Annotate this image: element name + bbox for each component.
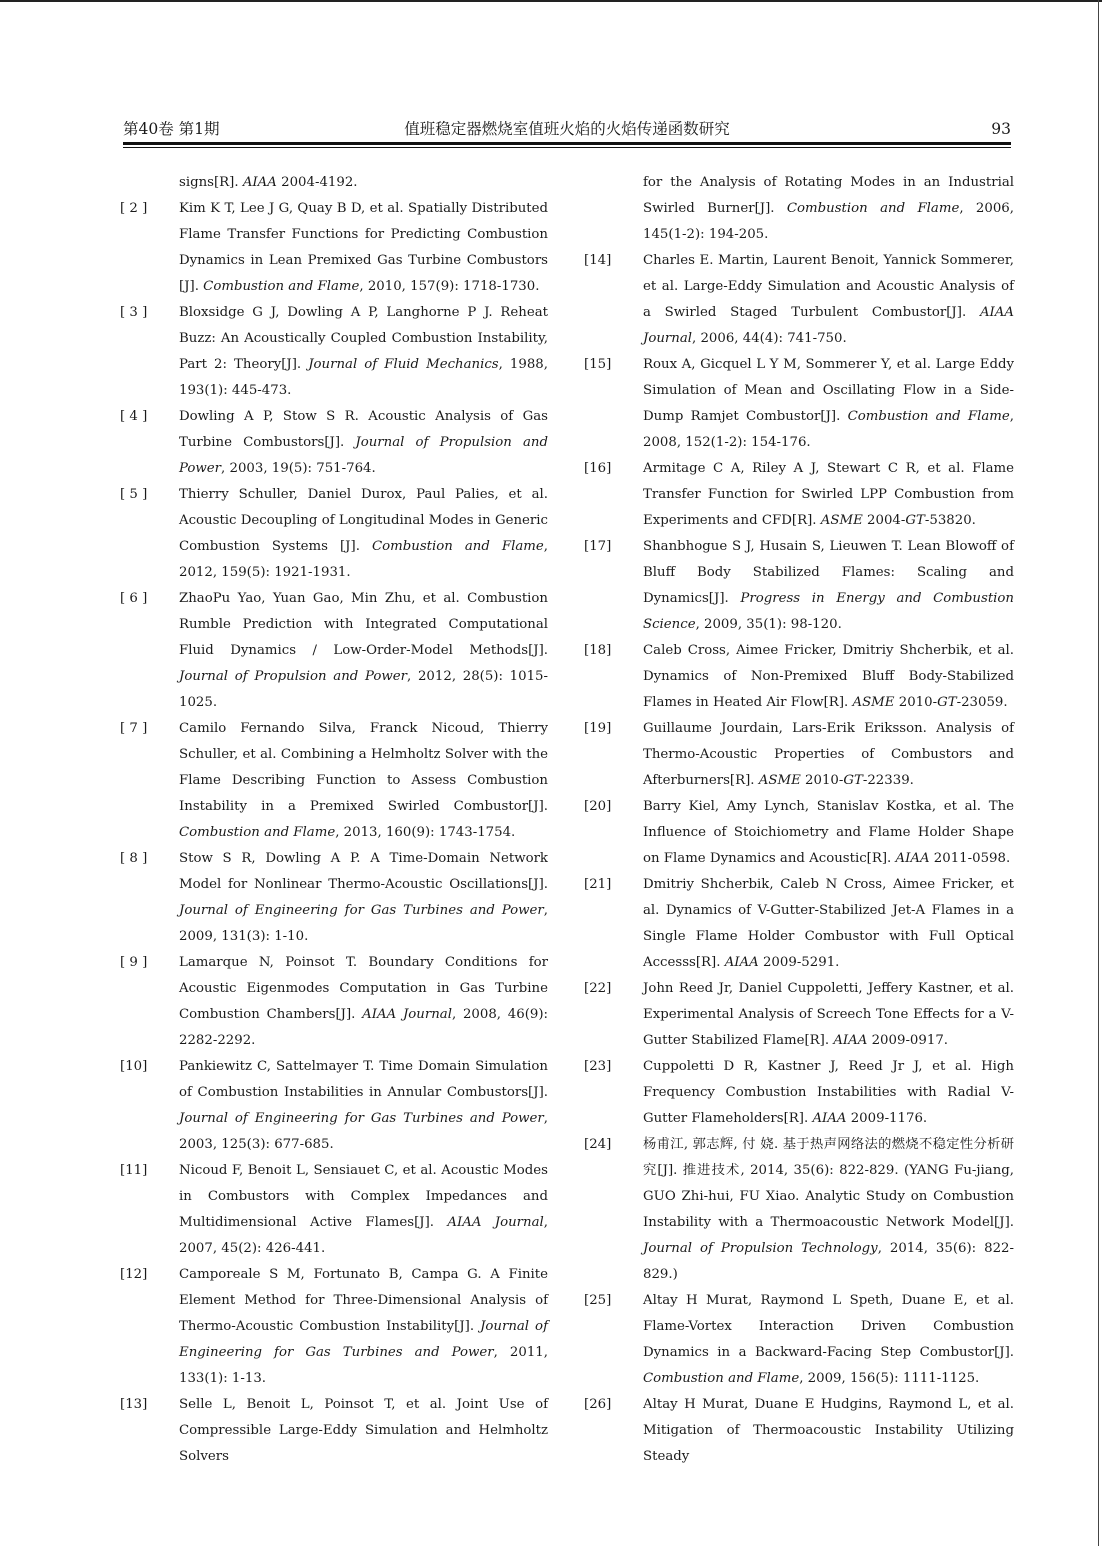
- reference-source-italic: Journal of Fluid Mechanics: [308, 357, 499, 372]
- reference-source-italic: AIAA: [724, 955, 759, 970]
- reference-source-italic: GT: [905, 513, 925, 528]
- reference-source-italic: ASME: [852, 695, 895, 710]
- reference-text-segment: 2011-0598.: [929, 851, 1011, 866]
- reference-text: [179, 846, 548, 950]
- reference-text-segment: , 2009, 156(5): 1111-1125.: [799, 1371, 980, 1386]
- reference-text-segment: , 2014, 35(6): 822-829.): [643, 1241, 1014, 1282]
- reference-number: [16]: [584, 461, 612, 476]
- reference-item: [584, 638, 1014, 716]
- reference-text: [643, 1132, 1014, 1288]
- reference-text-segment: , 2010, 157(9): 1718-1730.: [359, 279, 540, 294]
- reference-text-segment: Altay H Murat, Raymond L Speth, Duane E, et al. Flame-Vortex Interaction Driven Combustion Dynamics in a Backward-Facing Step Combustor[J].: [643, 1293, 1014, 1360]
- reference-text-segment: Altay H Murat, Duane E Hudgins, Raymond L, et al. Mitigation of Thermoacoustic Instability Utilizing Steady: [643, 1397, 1014, 1464]
- reference-text-segment: 2010-: [894, 695, 938, 710]
- reference-text-segment: -53820.: [924, 513, 976, 528]
- reference-number: [ 9 ]: [120, 955, 148, 970]
- running-header: [123, 117, 1011, 141]
- reference-item: [584, 872, 1014, 976]
- reference-item: [120, 950, 548, 1054]
- reference-source-italic: Combustion and Flame: [203, 279, 360, 294]
- reference-text-segment: , 2003, 19(5): 751-764.: [221, 461, 376, 476]
- reference-item: [120, 170, 548, 196]
- reference-text: [179, 1054, 548, 1158]
- reference-number: [24]: [584, 1137, 612, 1152]
- reference-text-segment: Dmitriy Shcherbik, Caleb N Cross, Aimee Fricker, et al. Dynamics of V-Gutter-Stabilized Jet-A Flames in a Single Flame Holder Combustor with Full Optical Accesss[R].: [643, 877, 1014, 970]
- reference-text: [179, 1158, 548, 1262]
- reference-text: [643, 794, 1014, 872]
- reference-text: [179, 170, 548, 196]
- reference-number: [12]: [120, 1267, 148, 1282]
- reference-text-segment: -22339.: [862, 773, 914, 788]
- reference-item: [120, 404, 548, 482]
- reference-text-segment: Bloxsidge G J, Dowling A P, Langhorne P J. Reheat Buzz: An Acoustically Coupled Combustion Instability, Part 2: Theory[J].: [179, 305, 548, 372]
- reference-number: [14]: [584, 253, 612, 268]
- reference-item: [584, 976, 1014, 1054]
- reference-source-italic: AIAA Journal: [643, 305, 1014, 346]
- reference-source-italic: Combustion and Flame: [643, 1371, 800, 1386]
- reference-source-italic: ASME: [758, 773, 801, 788]
- volume-issue: 第40卷 第1期: [123, 120, 220, 138]
- reference-text: [643, 1054, 1014, 1132]
- reference-item: [584, 1132, 1014, 1288]
- reference-text-segment: , 2009, 35(1): 98-120.: [695, 617, 842, 632]
- reference-number: [22]: [584, 981, 612, 996]
- reference-text-segment: ZhaoPu Yao, Yuan Gao, Min Zhu, et al. Combustion Rumble Prediction with Integrated Computational Fluid Dynamics / Low-Order-Model Methods[J].: [179, 591, 548, 658]
- reference-text-segment: Dowling A P, Stow S R. Acoustic Analysis of Gas Turbine Combustors[J].: [179, 409, 548, 450]
- reference-source-italic: Combustion and Flame: [786, 201, 960, 216]
- reference-source-italic: Combustion and Flame: [371, 539, 544, 554]
- reference-text-segment: , 2006, 44(4): 741-750.: [692, 331, 847, 346]
- reference-text-segment: Pankiewitz C, Sattelmayer T. Time Domain Simulation of Combustion Instabilities in Annular Combustors[J].: [179, 1059, 548, 1100]
- reference-source-italic: AIAA: [833, 1033, 868, 1048]
- reference-item: [120, 1054, 548, 1158]
- reference-source-italic: ASME: [820, 513, 863, 528]
- reference-source-italic: AIAA: [895, 851, 930, 866]
- reference-text-segment: John Reed Jr, Daniel Cuppoletti, Jeffery Kastner, et al. Experimental Analysis of Screech Tone Effects for a V-Gutter Stabilized Flame[R].: [643, 981, 1014, 1048]
- reference-number: [ 7 ]: [120, 721, 148, 736]
- reference-text-segment: Stow S R, Dowling A P. A Time-Domain Network Model for Nonlinear Thermo-Acoustic Oscillations[J].: [179, 851, 548, 892]
- reference-text: [179, 950, 548, 1054]
- reference-text-segment: -23059.: [956, 695, 1008, 710]
- reference-text-segment: , 2012, 28(5): 1015-1025.: [179, 669, 549, 710]
- reference-text-segment: , 2006, 145(1-2): 194-205.: [643, 201, 1014, 242]
- reference-text: [643, 352, 1014, 456]
- reference-source-italic: Journal of Propulsion and Power: [179, 669, 408, 684]
- reference-text-segment: , 2003, 125(3): 677-685.: [179, 1111, 548, 1152]
- header-rule-thick: [123, 142, 1011, 145]
- reference-text: [643, 248, 1014, 352]
- reference-text-segment: , 2008, 46(9): 2282-2292.: [179, 1007, 549, 1048]
- reference-text-segment: Kim K T, Lee J G, Quay B D, et al. Spatially Distributed Flame Transfer Functions for Predicting Combustion Dynamics in Lean Premixed Gas Turbine Combustors [J].: [179, 201, 548, 294]
- reference-text: [643, 534, 1014, 638]
- reference-text: [179, 586, 548, 716]
- reference-text: [179, 404, 548, 482]
- reference-text: [643, 976, 1014, 1054]
- reference-text-segment: Thierry Schuller, Daniel Durox, Paul Palies, et al. Acoustic Decoupling of Longitudinal Modes in Generic Combustion Systems [J].: [179, 487, 548, 554]
- reference-item: [584, 248, 1014, 352]
- reference-item: [120, 482, 548, 586]
- reference-source-italic: Combustion and Flame: [847, 409, 1010, 424]
- reference-number: [20]: [584, 799, 612, 814]
- reference-number: [19]: [584, 721, 612, 736]
- reference-source-italic: Combustion and Flame: [179, 825, 336, 840]
- reference-source-italic: AIAA Journal: [362, 1007, 452, 1022]
- reference-number: [26]: [584, 1397, 612, 1412]
- reference-text-segment: , 2008, 152(1-2): 154-176.: [643, 409, 1014, 450]
- running-title: 值班稳定器燃烧室值班火焰的火焰传递函数研究: [404, 120, 730, 138]
- reference-number: [ 4 ]: [120, 409, 148, 424]
- reference-text-segment: 2009-5291.: [758, 955, 840, 970]
- reference-text-segment: Armitage C A, Riley A J, Stewart C R, et al. Flame Transfer Function for Swirled LPP Combustion from Experiments and CFD[R].: [643, 461, 1014, 528]
- reference-text: [643, 1288, 1014, 1392]
- reference-source-italic: Journal of Propulsion Technology: [643, 1241, 878, 1256]
- reference-text: [179, 300, 548, 404]
- reference-text-segment: , 2011, 133(1): 1-13.: [179, 1345, 548, 1386]
- reference-item: [584, 794, 1014, 872]
- reference-item: [584, 716, 1014, 794]
- reference-source-italic: GT: [937, 695, 957, 710]
- reference-text-segment: Lamarque N, Poinsot T. Boundary Conditions for Acoustic Eigenmodes Computation in Gas Turbine Combustion Chambers[J].: [179, 955, 548, 1022]
- reference-number: [13]: [120, 1397, 148, 1412]
- reference-text-segment: 2009-0917.: [867, 1033, 949, 1048]
- reference-source-italic: GT: [843, 773, 863, 788]
- page-top-edge: [0, 0, 1102, 2]
- reference-text: [643, 1392, 1014, 1470]
- reference-text: [179, 482, 548, 586]
- reference-text-segment: Cuppoletti D R, Kastner J, Reed Jr J, et al. High Frequency Combustion Instabilities with Radial V-Gutter Flameholders[R].: [643, 1059, 1014, 1126]
- reference-item: [584, 1288, 1014, 1392]
- reference-source-italic: Journal of Engineering for Gas Turbines and Power: [179, 1111, 544, 1126]
- reference-item: [584, 1054, 1014, 1132]
- reference-text-segment: signs[R].: [179, 175, 243, 190]
- reference-text-segment: 2004-4192.: [276, 175, 358, 190]
- reference-text-segment: , 2012, 159(5): 1921-1931.: [179, 539, 548, 580]
- page-number: 93: [991, 120, 1011, 138]
- reference-text: [643, 638, 1014, 716]
- reference-number: [25]: [584, 1293, 612, 1308]
- reference-text-segment: 2010-: [800, 773, 844, 788]
- reference-text-segment: 杨甫江, 郭志辉, 付 娆. 基于热声网络法的燃烧不稳定性分析研究[J]. 推进技术, 2014, 35(6): 822-829. (YANG Fu-jiang, GUO Zhi-hui, FU Xiao. Analytic Study on Combustion Instability with a Thermoacoustic Network Model[J].: [643, 1137, 1014, 1230]
- reference-item: [120, 716, 548, 846]
- reference-text-segment: Camilo Fernando Silva, Franck Nicoud, Thierry Schuller, et al. Combining a Helmholtz Solver with the Flame Describing Function to Assess Combustion Instability in a Premixed Swirled Combustor[J].: [179, 721, 548, 814]
- reference-number: [18]: [584, 643, 612, 658]
- header-rule-thin: [123, 147, 1011, 148]
- reference-item: [584, 352, 1014, 456]
- reference-text: [643, 456, 1014, 534]
- reference-text-segment: for the Analysis of Rotating Modes in an Industrial Swirled Burner[J].: [643, 175, 1014, 216]
- references-left-column: [120, 170, 548, 1470]
- reference-source-italic: Progress in Energy and Combustion Science: [643, 591, 1014, 632]
- reference-text-segment: 2009-1176.: [846, 1111, 928, 1126]
- reference-text-segment: , 2007, 45(2): 426-441.: [179, 1215, 548, 1256]
- reference-source-italic: Journal of Propulsion and Power: [179, 435, 548, 476]
- reference-text-segment: Camporeale S M, Fortunato B, Campa G. A Finite Element Method for Three-Dimensional Analysis of Thermo-Acoustic Combustion Instability[J].: [179, 1267, 548, 1334]
- reference-number: [10]: [120, 1059, 148, 1074]
- reference-text: [179, 1262, 548, 1392]
- reference-text-segment: , 1988, 193(1): 445-473.: [179, 357, 548, 398]
- reference-text-segment: Roux A, Gicquel L Y M, Sommerer Y, et al. Large Eddy Simulation of Mean and Oscillating Flow in a Side-Dump Ramjet Combustor[J].: [643, 357, 1014, 424]
- reference-number: [11]: [120, 1163, 148, 1178]
- reference-text-segment: Guillaume Jourdain, Lars-Erik Eriksson. Analysis of Thermo-Acoustic Properties of Combustors and Afterburners[R].: [643, 721, 1014, 788]
- references-right-column: [584, 170, 1014, 1470]
- reference-number: [23]: [584, 1059, 612, 1074]
- reference-number: [15]: [584, 357, 612, 372]
- reference-item: [120, 1392, 548, 1470]
- reference-item: [120, 1262, 548, 1392]
- reference-item: [120, 586, 548, 716]
- reference-text-segment: Selle L, Benoit L, Poinsot T, et al. Joint Use of Compressible Large-Eddy Simulation and Helmholtz Solvers: [179, 1397, 548, 1464]
- reference-item: [584, 1392, 1014, 1470]
- reference-text-segment: Barry Kiel, Amy Lynch, Stanislav Kostka, et al. The Influence of Stoichiometry and Flame Holder Shape on Flame Dynamics and Acoustic[R].: [643, 799, 1014, 866]
- reference-number: [17]: [584, 539, 612, 554]
- reference-text: [643, 872, 1014, 976]
- reference-number: [ 5 ]: [120, 487, 148, 502]
- reference-text-segment: , 2009, 131(3): 1-10.: [179, 903, 548, 944]
- reference-text: [179, 1392, 548, 1470]
- reference-number: [ 6 ]: [120, 591, 148, 606]
- reference-text-segment: Shanbhogue S J, Husain S, Lieuwen T. Lean Blowoff of Bluff Body Stabilized Flames: Scaling and Dynamics[J].: [643, 539, 1014, 606]
- reference-text-segment: Charles E. Martin, Laurent Benoit, Yannick Sommerer, et al. Large-Eddy Simulation and Acoustic Analysis of a Swirled Staged Turbulent Combustor[J].: [643, 253, 1014, 320]
- reference-item: [120, 1158, 548, 1262]
- reference-text: [179, 196, 548, 300]
- reference-source-italic: AIAA Journal: [447, 1215, 544, 1230]
- reference-text: [179, 716, 548, 846]
- reference-text-segment: Nicoud F, Benoit L, Sensiauet C, et al. Acoustic Modes in Combustors with Complex Impedances and Multidimensional Active Flames[J].: [179, 1163, 548, 1230]
- reference-number: [ 3 ]: [120, 305, 148, 320]
- reference-item: [120, 300, 548, 404]
- reference-text-segment: 2004-: [862, 513, 906, 528]
- reference-item: [584, 456, 1014, 534]
- reference-item: [584, 170, 1014, 248]
- reference-text-segment: Caleb Cross, Aimee Fricker, Dmitriy Shcherbik, et al. Dynamics of Non-Premixed Bluff Body-Stabilized Flames in Heated Air Flow[R].: [643, 643, 1014, 710]
- reference-text-segment: , 2013, 160(9): 1743-1754.: [335, 825, 516, 840]
- reference-number: [ 2 ]: [120, 201, 148, 216]
- reference-source-italic: AIAA: [242, 175, 277, 190]
- reference-number: [ 8 ]: [120, 851, 148, 866]
- reference-item: [120, 196, 548, 300]
- reference-source-italic: Journal of Engineering for Gas Turbines and Power: [179, 1319, 548, 1360]
- reference-number: [21]: [584, 877, 612, 892]
- reference-item: [120, 846, 548, 950]
- page-right-edge: [1098, 0, 1099, 1546]
- reference-item: [584, 534, 1014, 638]
- reference-source-italic: Journal of Engineering for Gas Turbines and Power: [179, 903, 544, 918]
- reference-text: [643, 170, 1014, 248]
- reference-text: [643, 716, 1014, 794]
- reference-source-italic: AIAA: [812, 1111, 847, 1126]
